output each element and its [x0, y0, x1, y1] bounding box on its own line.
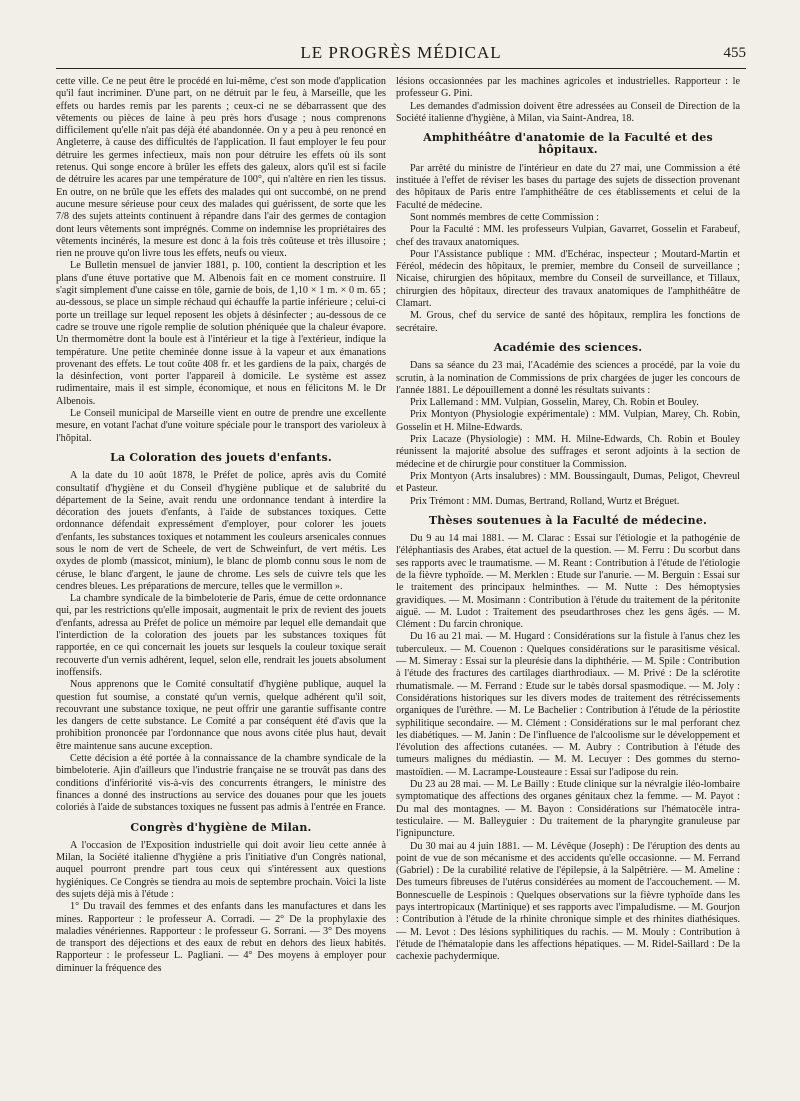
paragraph: M. Grous, chef du service de santé des hôpitaux, remplira les fonctions de secrétaire. — [396, 310, 740, 334]
paragraph: lésions occasionnées par les machines agricoles et industrielles. Rapporteur : le professeur G. Pini. — [396, 76, 740, 100]
paragraph: Prix Trémont : MM. Dumas, Bertrand, Rolland, Wurtz et Bréguet. — [410, 495, 680, 507]
section-heading-academie: Académie des sciences. — [493, 340, 643, 354]
paragraph: Du 23 au 28 mai. — M. Le Bailly : Etude clinique sur la névralgie iléo-lombaire symptomatique des affections des organes génitaux chez la femme. — M. Payot : Du mal des montagnes. — M. Bayon : Considérations sur l'hématocèle intra-testiculaire. — M. Balleyguier : Du traitement de la pharyngite granuleuse par l'ignipuncture. — [396, 779, 740, 840]
paragraph: Pour l'Assistance publique : MM. d'Echérac, inspecteur ; Moutard-Martin et Féréol, médecin des hôpitaux, le premier, membre du Conseil de surveillance ; Nicaise, chirurgien des hôpitaux, membre du Conseil de surveillance, et Tillaux, chirurgien des hôpitaux, directeur des travaux anatomiques de l'amphithéâtre de Clamart. — [396, 248, 740, 310]
paragraph: Prix Lallemand : MM. Vulpian, Gosselin, Marey, Ch. Robin et Bouley. — [410, 397, 699, 409]
section-heading-theses: Thèses soutenues à la Faculté de médecine. — [428, 513, 708, 527]
paragraph: Pour la Faculté : MM. les professeurs Vulpian, Gavarret, Gosselin et Farabeuf, chef des travaux anatomiques. — [396, 224, 740, 248]
paragraph: Les demandes d'admission doivent être adressées au Conseil de Direction de la Société italienne d'hygiène, à Milan, via Saint-Andrea, 18. — [396, 100, 740, 124]
paragraph: Du 16 au 21 mai. — M. Hugard : Considérations sur la fistule à l'anus chez les tuberculeux. — M. Couenon : Quelques considérations sur le parasitisme vésical. — M. Simeray : Essai sur la pleurésie dans la diphthérie. — M. Spile : Contribution à l'étude des fractures des cartilages diarthrodiaux. — M. Privé : De la sclérotite rhumatismale. — M. Ferrand : Etude sur le tabès dorsal spasmodique. — M. Joly : Considérations historiques sur les divers modes de traitement des rétrécissements organiques de l'urèthre. — M. Le Bachelier : Contribution à l'étude de la périostite syphilitique secondaire. — M. Clément : Considérations sur le mal perforant chez les diabétiques. — M. Janin : De l'influence de l'alcoolisme sur le développement et l'évolution des affections cutanées. — M. Aubry : Contribution à l'étude des tumeurs malignes du médiastin. — M. M. Lecuyer : Des gommes du sterno-mastoïdien. — M. Lacrampe-Lousteaure : Essai sur l'adipose du rein. — [396, 631, 740, 778]
journal-title: LE PROGRÈS MÉDICAL — [300, 43, 502, 62]
section-heading-coloration: La Coloration des jouets d'enfants. — [110, 450, 332, 464]
page-number: 455 — [723, 45, 746, 61]
paragraph: Dans sa séance du 23 mai, l'Académie des sciences a procédé, par la voie du scrutin, à la nomination de Commissions de prix chargées de juger les concours de l'année 1881. Le dépouillement a donné les résultats suivants : — [396, 360, 740, 396]
paragraph: A la date du 10 août 1878, le Préfet de police, après avis du Comité consultatif d'hygiène et du Conseil d'hygiène publique et de salubrité du département de la Seine, avait rendu une ordonnance tendant à interdire la décoration des jouets d'enfants, à l'aide de substances toxiques. Cette ordonnance défendait expressément d'employer, pour colorer les jouets d'enfants, les substances toxiques et notamment les couleurs arsenicales connues sous le nom de vert de Scheele, de vert de Schweinfurt, de vert métis. Les oxydes de plomb (massicot, minium), le blanc de plomb connu sous le nom de céruse, le blanc d'argent, le jaune de chrome. Les sels de cuivre tels que les cendres bleues. Les préparations de mercure, telles que le vermillon ». — [56, 470, 386, 592]
paragraph: Prix Lacaze (Physiologie) : MM. H. Milne-Edwards, Ch. Robin et Bouley réunissent la majorité absolue des suffrages et seront adjoints à la section de médecine et de chirurgie pour constituer la Commission. — [396, 434, 740, 470]
page-header — [56, 40, 746, 69]
paragraph: Du 9 au 14 mai 1881. — M. Clarac : Essai sur l'étiologie et la pathogénie de l'éléphantiasis des Arabes, état actuel de la question. — M. Ferru : Du scorbut dans ses rapports avec le traumatisme. — M. Reant : Contribution à l'étude de l'étiologie de la fièvre typhoïde. — M. Merklen : Etude sur l'anurie. — M. Berguin : Essai sur le traitement des principaux helminthes. — M. Nutte : Des hémoptysies gravidiques. — M. Mosimann : Contribution à l'étude du traitement de la péritonite aiguë. — M. Ludot : Traitement des pseudarthroses chez les gens âgés. — M. Clément : Du farcin chronique. — [396, 533, 740, 631]
paragraph: Le Conseil municipal de Marseille vient en outre de prendre une excellente mesure, en votant l'achat d'une voiture spéciale pour le transport des varioleux à l'hôpital. — [56, 408, 386, 444]
paragraph: Le Bulletin mensuel de janvier 1881, p. 100, contient la description et les plans d'une étuve portative que M. Albenois fait en ce moment construire. Il s'agit simplement d'une caisse en tôle, garnie de bois, de 1,10 × 1 m. × 0 m. 65 ; au-dessous, se place un simple réchaud qui échauffe la partie inférieure ; celui-ci porte un treillage sur lequel reposent les objets à désinfecter ; au-dessous de ce cadre se trouve une rigole remplie de solution phéniquée que la chaleur évapore. Un thermomètre dont la boule est à l'intérieur et la tige à l'extérieur, indique la température. Une petite cheminée donne issue à la vapeur et aux émanations provenant des effets. Le tout coûte 408 fr. et les gardiens de la paix, chargés de la désinfection, vont porter l'appareil à domicile. Le système est assez rudimentaire, mais il est simple, économique, et nous en félicitons M. le Dr Albenois. — [56, 260, 386, 407]
paragraph: Prix Montyon (Physiologie expérimentale) : MM. Vulpian, Marey, Ch. Robin, Gosselin et H. Milne-Edwards. — [396, 409, 740, 433]
section-heading-amphitheatre: Amphithéâtre d'anatomie de la Faculté et des hôpitaux. — [423, 131, 713, 157]
section-heading-congres: Congrès d'hygiène de Milan. — [130, 820, 312, 834]
paragraph: 1° Du travail des femmes et des enfants dans les manufactures et dans les mines. Rapporteur : le professeur A. Corradi. — 2° De la prophylaxie des maladies vénériennes. Rapporteur : le professeur G. Sorrani. — 3° Des moyens de transport des déjections et des eaux de rebut en dehors des lieux habités. Rapporteur : le professeur L. Pagliani. — 4° Des moyens à employer pour diminuer la fréquence des — [56, 901, 386, 974]
paragraph: cette ville. Ce ne peut être le procédé en lui-même, c'est son mode d'application qu'il faut incriminer. D'une part, on ne détruit par le feu, à Marseille, que les effets ou hardes remis par les parents ; ceux-ci ne se débarrassent que des vêtements ou pièces de laine à peu près hors d'usage ; nous comprenons difficilement qu'elle n'ait pas déjà été abandonnée. On y a peu à peu renoncé en Angleterre, à cause des difficultés de l'application. Il faut employer le feu pour détruire les germes infectieux, mais non pour détruire les effets où ils sont retenus. Qui songe encore à brûler les effets des galeux, alors qu'il est si facile de détruire les acares par une température de 100°, qui n'altère en rien les tissus. En outre, on ne brûle que les effets des malades qui ont succombé, on ne prend aucune mesure sérieuse pour ceux des malades qui guérissent, de sorte que les 7/8 des sujets atteints continuent à répandre dans l'air des germes de contagion dont leurs vêtements sont imprégnés. Comme on indemnise les propriétaires des vêtements incinérés, la mesure est donc à la fois très coûteuse et très illusoire ; rien ne prouve qu'on livre tous les effets, neufs ou vieux. — [56, 76, 386, 260]
paragraph: Prix Montyon (Arts insalubres) : MM. Boussingault, Dumas, Peligot, Chevreul et Pasteur. — [396, 470, 740, 495]
paragraph: Du 30 mai au 4 juin 1881. — M. Lévêque (Joseph) : De l'éruption des dents au point de vue de son mécanisme et des accidents qu'elle occasionne. — M. Ferrand (Gabriel) : De la curabilité relative de l'épilepsie, à la Salpêtrière. — M. Ameline : Des tumeurs fibreuses de l'utérus considérées au moment de l'accouchement. — M. Bonnescuelle de Lespinois : Quelques observations sur la fièvre typhoïde dans les pays intertropicaux (Martinique) et ses rapports avec l'impaludisme. — M. Gourjon : Contribution à l'étude de la rhinite chronique simple et des rhinites diathésiques. — M. Levot : Des lésions syphilitiques du rachis. — M. Mouly : Contribution à l'étude de l'hématalopie dans les affections hépatiques. — M. Ridel-Saillard : De la cachexie pachydermique. — [396, 840, 740, 963]
paragraph: Nous apprenons que le Comité consultatif d'hygiène publique, auquel la question fut soumise, a constaté qu'un vernis, quelque adhérent qu'il soit, recouvrant une substance toxique, ne peut offrir une garantie suffisante contre les dangers de cette substance. Le Comité a par conséquent été d'avis que la prohibition prononcée par l'ordonnance que nous avons citée plus haut, devait être maintenue sans aucune exception. — [56, 679, 386, 752]
paragraph: Cette décision a été portée à la connaissance de la chambre syndicale de la bimbeloterie. Ajin d'ailleurs que l'industrie française ne se trouvât pas dans des conditions d'infériorité vis-à-vis des concurrents étrangers, le ministre des finances a donné des instructions au service des douanes pour que les jouets coloriés à l'aide de substances toxiques ne fussent pas admis à l'entrée en France. — [56, 753, 386, 814]
paragraph: La chambre syndicale de la bimbeloterie de Paris, émue de cette ordonnance qui, par les restrictions qu'elle imposait, augmentait le prix de revient des jouets d'enfants, adressa au Préfet de police un mémoire par lequel elle demandait que l'interdiction de la coloration des jouets par les substances toxiques fût rapportée, en ce qui concernait les jouets sur lesquels la couleur toxique serait recouverte d'un vernis adhérent, lequel, selon elle, rendrait les jouets absolument inoffensifs. — [56, 593, 386, 678]
paragraph: Par arrêté du ministre de l'intérieur en date du 27 mai, une Commission a été instituée à l'effet de réviser les bases du partage des sujets de dissection provenant des hôpitaux de Paris entre l'amphithéâtre de ces établissements et celui de la Faculté de médecine. — [396, 162, 740, 211]
left-column — [56, 76, 386, 1076]
paragraph: Sont nommés membres de cette Commission : — [410, 211, 600, 223]
paragraph: A l'occasion de l'Exposition industrielle qui doit avoir lieu cette année à Milan, la Société italienne d'hygiène a pris l'initiative d'un Congrès national, auquel pourront prendre part tous ceux qui s'intéressent aux questions hygiéniques. Ce Congrès se tiendra au mois de septembre prochain. Voici la liste des sujets déjà mis à l'étude : — [56, 839, 386, 900]
right-column — [396, 76, 740, 1076]
